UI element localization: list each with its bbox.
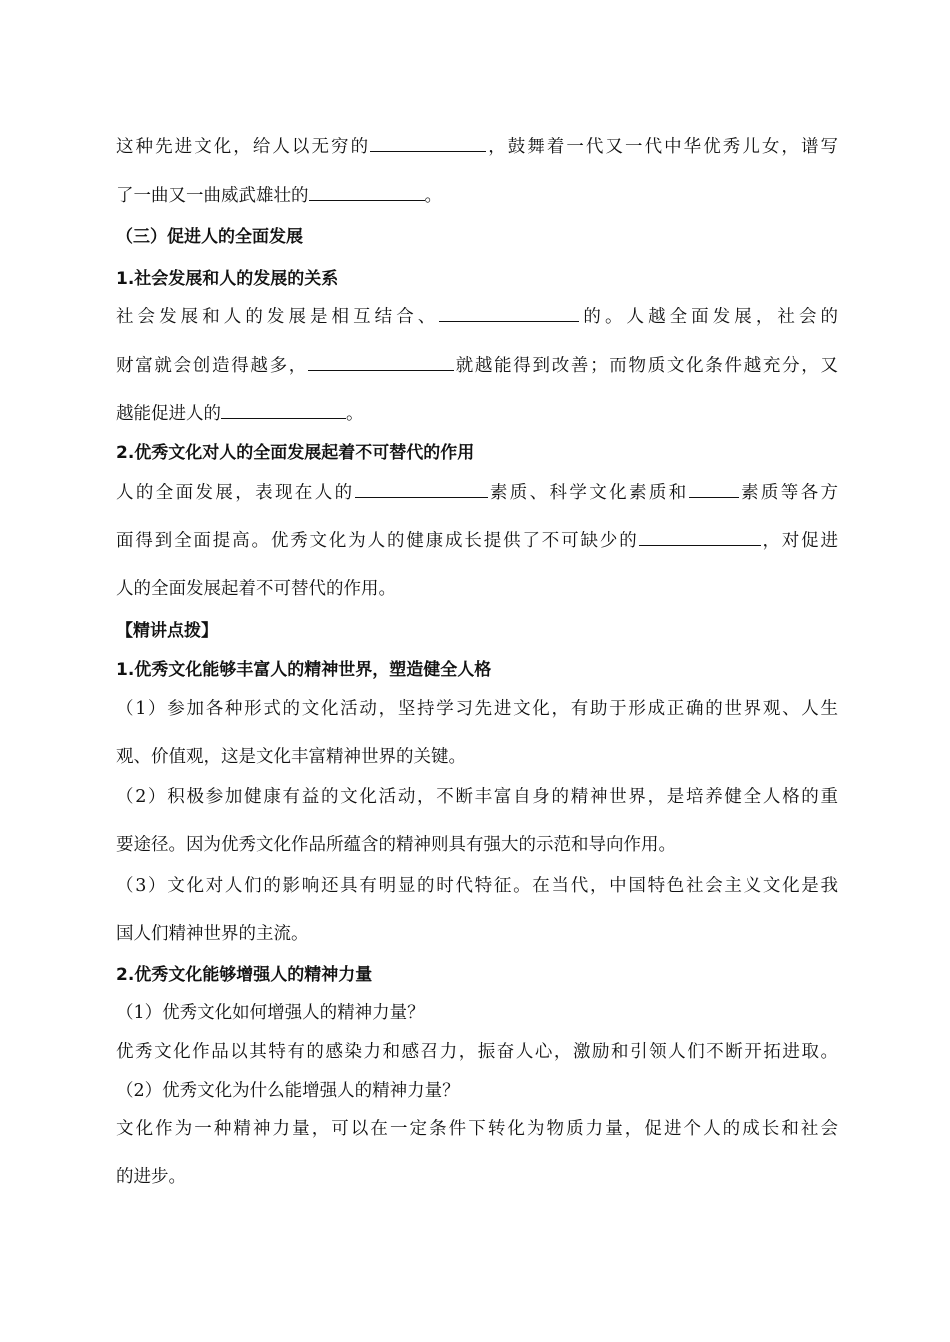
- text-span: 财富就会创造得越多，: [116, 356, 308, 376]
- text-span: 了一曲又一曲威武雄壮的: [116, 186, 309, 206]
- text-line: 的进步。: [116, 1167, 186, 1187]
- text-span: ，鼓舞着一代又一代中华优秀儿女，谱写: [486, 137, 839, 157]
- text-line: （3）文化对人们的影响还具有明显的时代特征。在当代，中国特色社会主义文化是我: [116, 876, 838, 896]
- text-span: 人的全面发展，表现在人的: [116, 483, 355, 503]
- text-span: 这种先进文化，给人以无穷的: [116, 137, 371, 157]
- text-line: （2）优秀文化为什么能增强人的精神力量？: [116, 1081, 460, 1101]
- text-line: [116, 353, 838, 378]
- subsection-heading: 1.优秀文化能够丰富人的精神世界，塑造健全人格: [116, 660, 492, 680]
- text-line: （1）参加各种形式的文化活动，坚持学习先进文化，有助于形成正确的世界观、人生: [116, 699, 838, 719]
- subsection-heading: 2.优秀文化对人的全面发展起着不可替代的作用: [116, 443, 475, 463]
- fill-blank[interactable]: [639, 528, 761, 546]
- fill-blank[interactable]: [221, 401, 346, 419]
- text-line: （1）优秀文化如何增强人的精神力量？: [116, 1003, 425, 1023]
- fill-blank[interactable]: [370, 134, 486, 152]
- fill-blank[interactable]: [309, 183, 425, 201]
- text-span: 面得到全面提高。优秀文化为人的健康成长提供了不可缺少的: [116, 531, 639, 551]
- fill-blank[interactable]: [689, 480, 739, 498]
- fill-blank[interactable]: [439, 304, 579, 322]
- text-span: 就越能得到改善；而物质文化条件越充分，又: [454, 356, 838, 376]
- text-line: [116, 528, 838, 553]
- text-span: 。: [424, 186, 442, 206]
- text-span: ，对促进: [760, 531, 839, 551]
- text-line: 要途径。因为优秀文化作品所蕴含的精神则具有强大的示范和导向作用。: [116, 835, 676, 855]
- subsection-heading: 2.优秀文化能够增强人的精神力量: [116, 965, 373, 985]
- text-line: 优秀文化作品以其特有的感染力和感召力，振奋人心，激励和引领人们不断开拓进取。: [116, 1042, 838, 1062]
- text-line: 文化作为一种精神力量，可以在一定条件下转化为物质力量，促进个人的成长和社会: [116, 1119, 838, 1139]
- text-line: [116, 480, 838, 505]
- subsection-heading: 1.社会发展和人的发展的关系: [116, 269, 339, 289]
- text-line: [116, 304, 838, 329]
- text-line: 人的全面发展起着不可替代的作用。: [116, 579, 396, 599]
- section-heading: （三）促进人的全面发展: [116, 227, 303, 247]
- text-span: 素质等各方: [738, 483, 838, 503]
- text-line: （2）积极参加健康有益的文化活动，不断丰富自身的精神世界，是培养健全人格的重: [116, 787, 838, 807]
- fill-blank[interactable]: [308, 353, 454, 371]
- text-span: 。: [346, 404, 364, 424]
- text-span: 越能促进人的: [116, 404, 221, 424]
- text-span: 的。人越全面发展，社会的: [579, 307, 839, 327]
- text-line: [116, 183, 838, 208]
- text-line: 国人们精神世界的主流。: [116, 924, 309, 944]
- text-span: 社会发展和人的发展是相互结合、: [116, 307, 440, 327]
- text-line: [116, 401, 838, 426]
- section-heading: 【精讲点拨】: [116, 621, 218, 641]
- text-line: 观、价值观，这是文化丰富精神世界的关键。: [116, 747, 466, 767]
- text-span: 素质、科学文化素质和: [487, 483, 689, 503]
- text-line: [116, 134, 838, 159]
- fill-blank[interactable]: [355, 480, 488, 498]
